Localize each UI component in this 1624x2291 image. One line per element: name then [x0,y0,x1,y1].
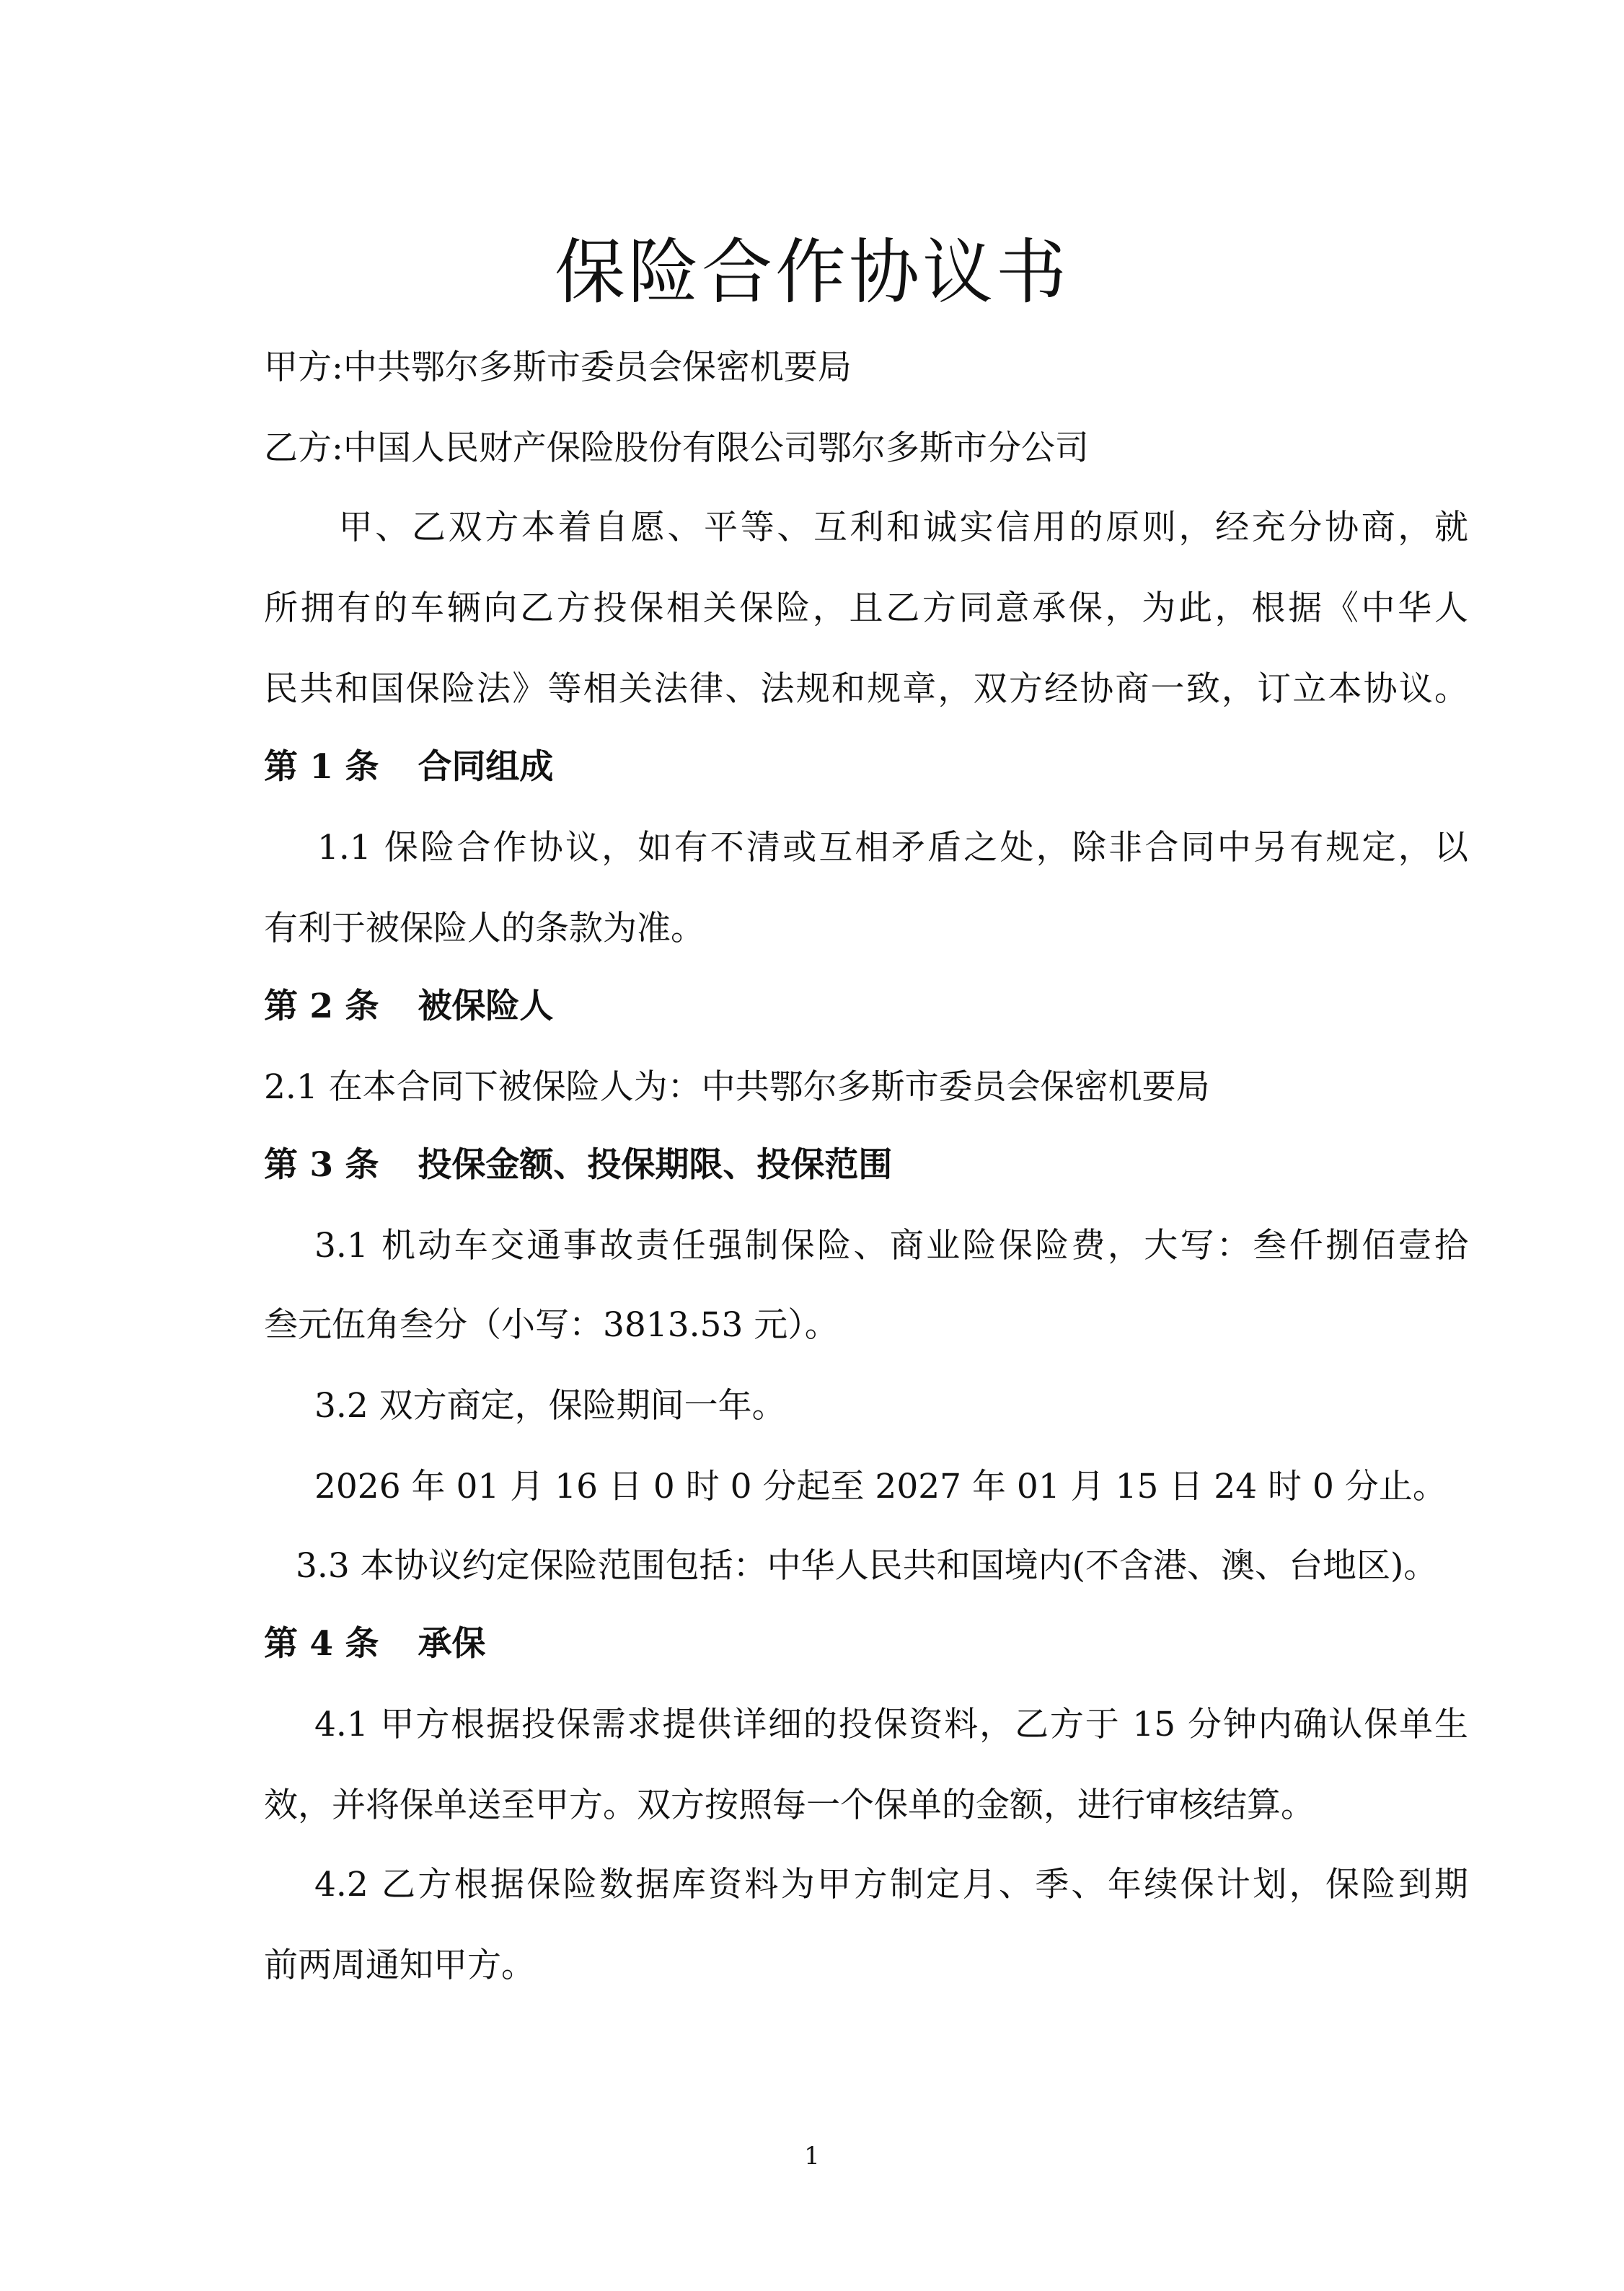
preamble-line-1: 甲、乙双方本着自愿、平等、互利和诚实信用的原则，经充分协商，就 [336,508,1468,547]
article-3-line-2: 叁元伍角叁分（小写：3813.53 元）。 [264,1305,839,1345]
article-3-number: 第 3 条 [264,1145,379,1185]
article-4-line-2: 效，并将保单送至甲方。双方按照每一个保单的金额，进行审核结算。 [264,1785,1315,1825]
article-2-heading [264,985,553,1028]
party-a-line: 甲方:中共鄂尔多斯市委员会保密机要局 [264,348,852,387]
article-3-line-5: 3.3 本协议约定保险范围包括：中华人民共和国境内(不含港、澳、台地区)。 [296,1546,1438,1586]
party-b-line: 乙方:中国人民财产保险股份有限公司鄂尔多斯市分公司 [264,428,1089,468]
article-3-line-1: 3.1 机动车交通事故责任强制保险、商业险保险费，大写：叁仟捌佰壹拾 [314,1226,1468,1266]
article-3-heading [264,1144,892,1187]
article-2-title: 被保险人 [418,986,554,1026]
article-3-title: 投保金额、投保期限、投保范围 [418,1145,893,1185]
article-2-line-1: 2.1 在本合同下被保险人为：中共鄂尔多斯市委员会保密机要局 [264,1067,1210,1107]
article-4-line-3: 4.2 乙方根据保险数据库资料为甲方制定月、季、年续保计划，保险到期 [314,1865,1468,1904]
article-4-heading [264,1623,485,1666]
article-1-line-1: 1.1 保险合作协议，如有不清或互相矛盾之处，除非合同中另有规定，以 [317,828,1468,868]
page-number: 1 [804,2142,820,2171]
preamble-line-2: 所拥有的车辆向乙方投保相关保险，且乙方同意承保，为此，根据《中华人 [264,588,1468,628]
article-4-title: 承保 [418,1624,486,1664]
article-1-number: 第 1 条 [264,747,379,787]
article-1-line-2: 有利于被保险人的条款为准。 [264,909,705,948]
article-4-number: 第 4 条 [264,1624,379,1664]
document-title: 保险合作协议书 [554,231,1069,314]
article-4-line-1: 4.1 甲方根据投保需求提供详细的投保资料，乙方于 15 分钟内确认保单生 [314,1705,1468,1744]
article-2-number: 第 2 条 [264,986,379,1026]
article-1-heading [264,746,553,789]
article-3-line-4: 2026 年 01 月 16 日 0 时 0 分起至 2027 年 01 月 15 日 24 时 0 分止。 [314,1467,1447,1506]
article-1-title: 合同组成 [418,747,554,787]
article-3-line-3: 3.2 双方商定，保险期间一年。 [314,1386,786,1426]
preamble-line-3: 民共和国保险法》等相关法律、法规和规章，双方经协商一致，订立本协议。 [264,669,1468,709]
article-4-line-4: 前两周通知甲方。 [264,1946,535,1985]
